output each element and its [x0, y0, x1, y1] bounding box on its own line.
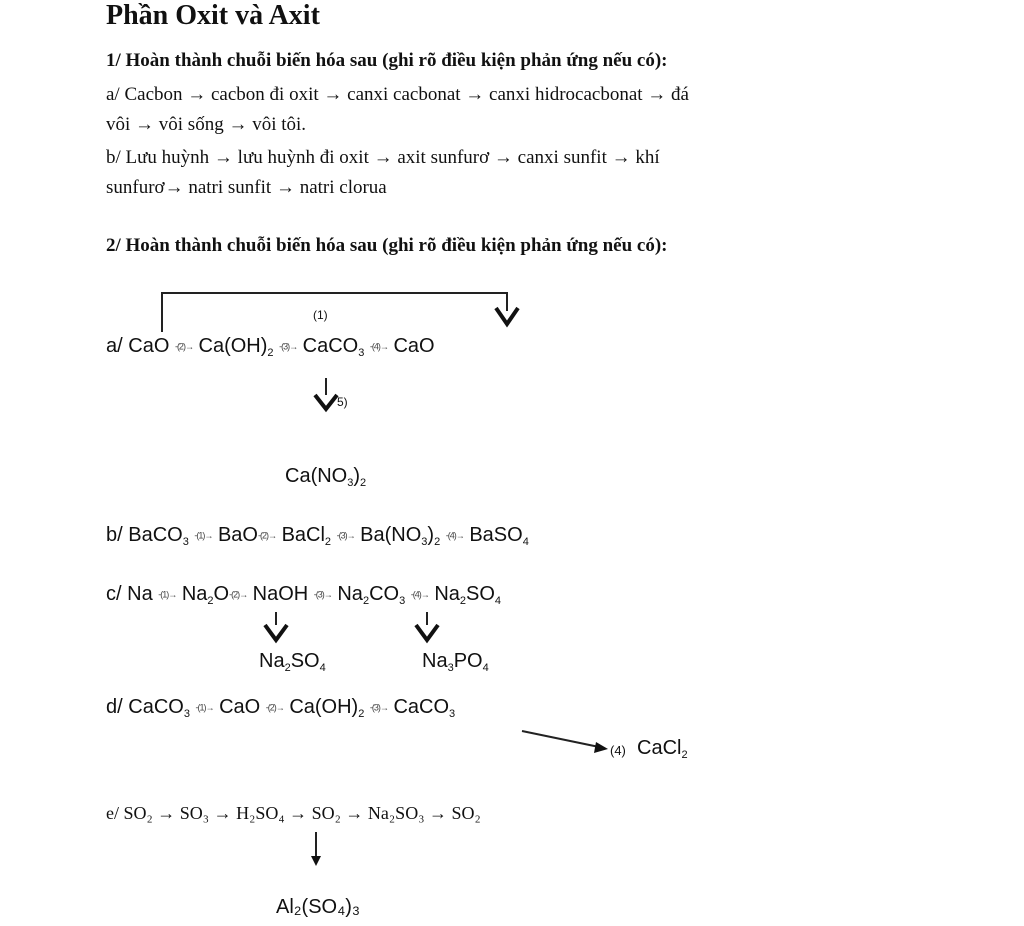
species-na2o: $Na_2O$ [181, 583, 230, 607]
page-title: Phần Oxit và Axit [106, 0, 320, 31]
chain-2a [106, 335, 435, 358]
reaction-arrow-3: -(3)→ [369, 702, 388, 713]
reaction-arrow-1: -(1)→ [194, 530, 213, 541]
chain-label: d/ [106, 696, 123, 718]
reaction-arrow-2: -(2)→ [265, 702, 284, 713]
chain-2d [106, 696, 455, 719]
arrow-head-icon [311, 856, 321, 866]
chain-2e-species: SO₂ → SO₃ → H₂SO₄ → SO₂ → Na₂SO₃ → SO₂ [123, 803, 481, 823]
reaction-arrow-2: -(2)→ [174, 341, 193, 352]
chain-label: b/ [106, 524, 123, 546]
chain-2e [106, 803, 481, 824]
reaction-arrow-3: -(3)→ [336, 530, 355, 541]
chain-2c [106, 583, 501, 606]
step-label-1: (1) [313, 308, 328, 322]
diagonal-arrow-line [522, 731, 604, 748]
species-na2co3: $Na_2CO_3$ [337, 583, 406, 607]
reaction-arrow-1: -(1)→ [158, 589, 177, 600]
species-caoh2: $Ca(OH)_2$ [198, 335, 274, 359]
step-label-5: 5) [337, 395, 348, 409]
section-1-heading: 1/ Hoàn thành chuỗi biến hóa sau (ghi rõ điều kiện phản ứng nếu có): [106, 50, 668, 71]
species-cacl2: CaCl$_2$ [637, 737, 688, 761]
arrow-head-icon [594, 742, 608, 753]
reaction-arrow-2: -(2)→ [258, 530, 276, 541]
species-al2so43: Al₂(SO₄)₃ [276, 896, 361, 918]
section-1-a-line-1: a/ Cacbon → cacbon đi oxit → canxi cacbonat → canxi hidrocacbonat → đá [106, 84, 689, 105]
species-cano32: $Ca(NO_3)_2$ [285, 465, 367, 489]
reaction-arrow-4: -(4)→ [369, 341, 388, 352]
species-caoh2: $Ca(OH)_2$ [289, 696, 365, 720]
chevron-down-icon [265, 625, 287, 640]
species-caco3: CaCO$_3$ [302, 335, 365, 359]
chain-label: c/ [106, 583, 122, 605]
species-na: Na [127, 583, 153, 605]
reaction-arrow-1: -(1)→ [195, 702, 214, 713]
species-naoh: NaOH [252, 583, 309, 605]
species-caco3: CaCO$_3$ [128, 696, 190, 720]
reaction-arrow-3: -(3)→ [313, 589, 332, 600]
reaction-arrow-2: -(2)→ [229, 589, 248, 600]
species-cao: CaO [219, 696, 261, 718]
species-na3po4-branch: $Na_3PO_4$ [422, 650, 489, 674]
step-label-4: (4) [610, 743, 626, 758]
species-na2so4-branch: $Na_2SO_4$ [259, 650, 326, 674]
species-caco3-final: CaCO$_3$ [393, 696, 456, 720]
reaction-arrow-4: -(4)→ [445, 530, 464, 541]
species-cao: CaO [128, 335, 170, 357]
section-1-b-line-1: b/ Lưu huỳnh → lưu huỳnh đi oxit → axit sunfurơ → canxi sunfit → khí [106, 147, 660, 168]
species-baso4: BaSO$_4$ [469, 524, 529, 548]
species-bao: BaO [217, 524, 258, 546]
species-bano32: $Ba(NO_3)_2$ [360, 524, 441, 548]
species-baco3: BaCO$_3$ [128, 524, 189, 548]
chain-label: a/ [106, 335, 123, 357]
species-cao-final: CaO [393, 335, 435, 357]
chain-2b [106, 524, 529, 547]
section-1-a-line-2: vôi → vôi sống → vôi tôi. [106, 114, 307, 135]
reaction-arrow-4: -(4)→ [410, 589, 429, 600]
section-1-b-line-2: sunfurơ→ natri sunfit → natri clorua [106, 177, 387, 198]
reaction-arrow-3: -(3)→ [279, 341, 298, 352]
section-2-heading: 2/ Hoàn thành chuỗi biến hóa sau (ghi rõ điều kiện phản ứng nếu có): [106, 235, 668, 256]
chevron-down-icon [416, 625, 438, 640]
bracket-connector [162, 293, 507, 332]
species-bacl2: BaCl$_2$ [281, 524, 332, 548]
chevron-down-icon [315, 395, 337, 409]
chain-label: e/ [106, 803, 119, 823]
species-na2so4: $Na_2SO_4$ [434, 583, 502, 607]
